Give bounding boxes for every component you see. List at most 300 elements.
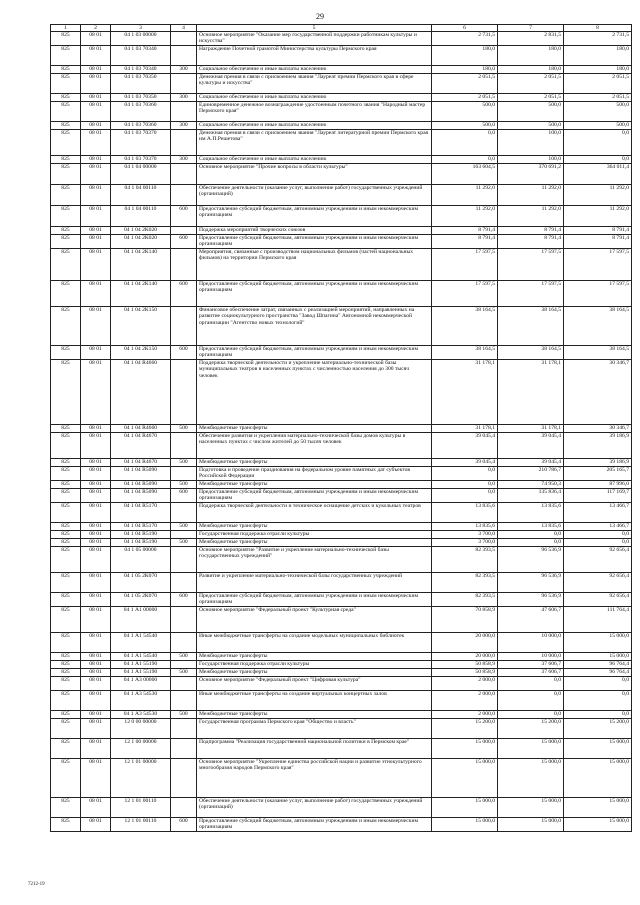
col-target-article: 04 1 04 2К150 <box>111 346 171 360</box>
col-amount-1: 82 393,5 <box>432 547 498 573</box>
col-expense-type: 600 <box>171 206 197 227</box>
col-expense-type <box>171 531 197 539</box>
col-section: 08 01 <box>81 531 111 539</box>
col-amount-3: 39 186,9 <box>564 459 632 467</box>
col-section: 08 01 <box>81 677 111 691</box>
header-cell: 1 <box>51 25 81 32</box>
col-amount-1: 500,0 <box>432 122 498 130</box>
col-amount-3: 205 165,7 <box>564 467 632 481</box>
col-expense-type <box>171 360 197 425</box>
col-description: Предоставление субсидий бюджетным, автономным учреждениям и иным некоммерческим организациям <box>197 489 432 503</box>
col-amount-3: 15 000,0 <box>564 818 632 832</box>
col-section: 08 01 <box>81 164 111 185</box>
col-department: 825 <box>51 185 81 206</box>
col-amount-1: 15 000,0 <box>432 739 498 759</box>
col-section: 08 01 <box>81 481 111 489</box>
col-amount-2: 8 791,4 <box>498 235 564 249</box>
col-expense-type <box>171 227 197 235</box>
col-expense-type <box>171 661 197 669</box>
col-amount-1: 3 700,0 <box>432 539 498 547</box>
col-amount-1: 31 178,1 <box>432 360 498 425</box>
col-amount-1: 0,0 <box>432 467 498 481</box>
col-description: Мероприятия, связанные с производством национальных фильмов (частей национальных фильмов) на территории Пермского края <box>197 249 432 281</box>
col-department: 825 <box>51 74 81 94</box>
col-department: 825 <box>51 425 81 433</box>
col-expense-type: 300 <box>171 122 197 130</box>
col-description: Обеспечение деятельности (оказание услуг, выполнение работ) государственных учреждений (организаций) <box>197 798 432 818</box>
col-amount-3: 500,0 <box>564 122 632 130</box>
col-amount-1: 0,0 <box>432 130 498 156</box>
table-row <box>51 489 632 503</box>
col-description: Финансовое обеспечение затрат, связанных с реализацией мероприятий, направленных на развитие социокультурного пространства "Завод Шпагина" Автономной некоммерческой организации "Агентство новых технологий" <box>197 307 432 346</box>
header-cell: 8 <box>564 25 632 32</box>
col-expense-type <box>171 130 197 156</box>
table-row <box>51 633 632 653</box>
table-row <box>51 669 632 677</box>
col-amount-1: 15 200,0 <box>432 719 498 739</box>
table-row <box>51 459 632 467</box>
col-description: Межбюджетные трансферты <box>197 459 432 467</box>
col-target-article: 04 1 А3 54530 <box>111 691 171 711</box>
col-amount-1: 31 178,1 <box>432 425 498 433</box>
col-amount-1: 39 045,4 <box>432 459 498 467</box>
col-expense-type <box>171 798 197 818</box>
col-amount-3: 180,0 <box>564 46 632 66</box>
col-amount-2: 39 045,4 <box>498 433 564 459</box>
col-amount-3: 0,0 <box>564 156 632 164</box>
col-amount-1: 180,0 <box>432 46 498 66</box>
col-amount-1: 180,0 <box>432 66 498 74</box>
col-description: Предоставление субсидий бюджетным, автономным учреждениям и иным некоммерческим организациям <box>197 281 432 307</box>
table-row <box>51 164 632 185</box>
col-amount-1: 82 393,5 <box>432 593 498 607</box>
col-target-article: 04 1 05 00000 <box>111 547 171 573</box>
col-target-article: 04 1 04 R5170 <box>111 503 171 523</box>
col-target-article: 12 1 01 00110 <box>111 818 171 832</box>
col-amount-1: 50 858,9 <box>432 669 498 677</box>
table-row <box>51 818 632 832</box>
col-expense-type: 500 <box>171 481 197 489</box>
col-target-article: 04 1 А1 55190 <box>111 669 171 677</box>
col-amount-1: 17 597,5 <box>432 281 498 307</box>
col-section: 08 01 <box>81 130 111 156</box>
col-section: 08 01 <box>81 235 111 249</box>
col-description: Денежная премия в связи с присвоением звания "Лауреат литературной премии Пермского края им А.П.Решетова" <box>197 130 432 156</box>
col-description: Основное мероприятие "Оказание мер государственной поддержки работникам культуры и искусства" <box>197 32 432 46</box>
col-amount-1: 15 000,0 <box>432 798 498 818</box>
page-number: 29 <box>316 12 324 21</box>
col-amount-3: 364 011,4 <box>564 164 632 185</box>
col-amount-1: 2 051,5 <box>432 74 498 94</box>
col-amount-3: 15 000,0 <box>564 653 632 661</box>
col-department: 825 <box>51 156 81 164</box>
col-department: 825 <box>51 307 81 346</box>
col-expense-type <box>171 433 197 459</box>
col-amount-3: 2 051,5 <box>564 74 632 94</box>
col-department: 825 <box>51 539 81 547</box>
col-amount-2: 15 000,0 <box>498 739 564 759</box>
table-row <box>51 32 632 46</box>
col-amount-2: 15 000,0 <box>498 818 564 832</box>
table-row <box>51 531 632 539</box>
col-target-article: 04 1 05 2К070 <box>111 573 171 593</box>
col-amount-2: 100,0 <box>498 130 564 156</box>
col-amount-1: 15 000,0 <box>432 818 498 832</box>
col-description: Основное мероприятие "Прочие вопросы в области культуры" <box>197 164 432 185</box>
budget-table <box>50 24 632 832</box>
col-description: Предоставление субсидий бюджетным, автономным учреждениям и иным некоммерческим организациям <box>197 235 432 249</box>
col-amount-2: 0,0 <box>498 691 564 711</box>
col-department: 825 <box>51 691 81 711</box>
col-description: Поддержка творческой деятельности и укрепление материально-технической базы муниципальных театров в населенных пунктах с численностью населения до 300 тысяч человек <box>197 360 432 425</box>
col-amount-3: 96 764,4 <box>564 669 632 677</box>
col-description: Межбюджетные трансферты <box>197 669 432 677</box>
header-cell: 7 <box>498 25 564 32</box>
col-amount-3: 15 000,0 <box>564 759 632 798</box>
table-row <box>51 346 632 360</box>
col-expense-type <box>171 759 197 798</box>
col-target-article: 04 1 04 2К140 <box>111 249 171 281</box>
col-amount-2: 39 045,4 <box>498 459 564 467</box>
col-amount-1: 38 164,5 <box>432 346 498 360</box>
col-section: 08 01 <box>81 711 111 719</box>
col-amount-3: 92 656,4 <box>564 573 632 593</box>
col-description: Основное мероприятие "Федеральный проект "Цифровая культура" <box>197 677 432 691</box>
col-amount-2: 15 200,0 <box>498 719 564 739</box>
col-description: Межбюджетные трансферты <box>197 653 432 661</box>
col-expense-type <box>171 102 197 122</box>
col-department: 825 <box>51 719 81 739</box>
col-amount-2: 500,0 <box>498 102 564 122</box>
col-target-article: 04 1 05 2К070 <box>111 593 171 607</box>
col-description: Развитие и укрепление материально-технической базы государственных учреждений <box>197 573 432 593</box>
col-amount-3: 15 000,0 <box>564 798 632 818</box>
col-amount-2: 180,0 <box>498 46 564 66</box>
col-department: 825 <box>51 633 81 653</box>
col-target-article: 04 1 04 R5190 <box>111 539 171 547</box>
col-amount-1: 39 045,4 <box>432 433 498 459</box>
col-amount-2: 38 164,5 <box>498 307 564 346</box>
col-description: Межбюджетные трансферты <box>197 425 432 433</box>
col-section: 08 01 <box>81 691 111 711</box>
col-amount-2: 0,0 <box>498 677 564 691</box>
col-description: Иные межбюджетные трансферты на создание виртуальных концертных залов <box>197 691 432 711</box>
col-description: Иные межбюджетные трансферты на создание модельных муниципальных библиотек <box>197 633 432 653</box>
table-row <box>51 156 632 164</box>
col-expense-type <box>171 74 197 94</box>
col-department: 825 <box>51 711 81 719</box>
col-amount-3: 38 164,5 <box>564 307 632 346</box>
col-section: 08 01 <box>81 739 111 759</box>
col-section: 08 01 <box>81 102 111 122</box>
col-section: 08 01 <box>81 360 111 425</box>
col-target-article: 04 1 04 00000 <box>111 164 171 185</box>
col-target-article: 04 1 03 70360 <box>111 102 171 122</box>
col-amount-1: 0,0 <box>432 481 498 489</box>
col-amount-3: 8 791,4 <box>564 235 632 249</box>
col-expense-type <box>171 573 197 593</box>
col-section: 08 01 <box>81 633 111 653</box>
col-amount-1: 17 597,5 <box>432 249 498 281</box>
col-department: 825 <box>51 798 81 818</box>
col-department: 825 <box>51 503 81 523</box>
table-row <box>51 185 632 206</box>
header-cell: 6 <box>432 25 498 32</box>
col-amount-3: 0,0 <box>564 677 632 691</box>
col-amount-3: 500,0 <box>564 102 632 122</box>
col-target-article: 04 1 03 70370 <box>111 130 171 156</box>
col-target-article: 04 1 А1 00000 <box>111 607 171 633</box>
col-amount-3: 87 996,0 <box>564 481 632 489</box>
col-amount-1: 0,0 <box>432 156 498 164</box>
table-row <box>51 539 632 547</box>
col-amount-2: 2 051,5 <box>498 74 564 94</box>
table-row <box>51 503 632 523</box>
col-target-article: 04 1 03 70370 <box>111 156 171 164</box>
col-section: 08 01 <box>81 818 111 832</box>
col-section: 08 01 <box>81 94 111 102</box>
col-expense-type <box>171 739 197 759</box>
table-row <box>51 74 632 94</box>
col-description: Основное мероприятие "Федеральный проект "Культурная среда" <box>197 607 432 633</box>
col-target-article: 04 1 04 2К020 <box>111 227 171 235</box>
col-amount-1: 2 000,0 <box>432 711 498 719</box>
col-department: 825 <box>51 739 81 759</box>
col-department: 825 <box>51 547 81 573</box>
col-section: 08 01 <box>81 503 111 523</box>
col-amount-1: 82 393,5 <box>432 573 498 593</box>
table-row <box>51 281 632 307</box>
table-row <box>51 481 632 489</box>
col-department: 825 <box>51 164 81 185</box>
table-row <box>51 653 632 661</box>
col-amount-1: 2 000,0 <box>432 677 498 691</box>
table-row <box>51 130 632 156</box>
table-row <box>51 235 632 249</box>
col-amount-2: 31 178,1 <box>498 425 564 433</box>
table-row <box>51 798 632 818</box>
col-section: 08 01 <box>81 547 111 573</box>
col-amount-3: 15 000,0 <box>564 739 632 759</box>
col-amount-1: 3 700,0 <box>432 531 498 539</box>
col-description: Обеспечение деятельности (оказание услуг, выполнение работ) государственных учреждений (организаций) <box>197 185 432 206</box>
col-amount-1: 2 051,5 <box>432 94 498 102</box>
col-department: 825 <box>51 122 81 130</box>
col-section: 08 01 <box>81 185 111 206</box>
col-amount-1: 163 604,5 <box>432 164 498 185</box>
col-amount-2: 96 536,9 <box>498 547 564 573</box>
col-department: 825 <box>51 489 81 503</box>
col-amount-2: 500,0 <box>498 122 564 130</box>
col-amount-2: 100,0 <box>498 156 564 164</box>
table-row <box>51 102 632 122</box>
col-amount-1: 13 835,6 <box>432 523 498 531</box>
col-amount-2: 38 164,5 <box>498 346 564 360</box>
col-section: 08 01 <box>81 653 111 661</box>
col-section: 08 01 <box>81 661 111 669</box>
col-expense-type <box>171 46 197 66</box>
col-amount-2: 210 786,7 <box>498 467 564 481</box>
col-amount-2: 2 831,5 <box>498 32 564 46</box>
col-department: 825 <box>51 669 81 677</box>
col-amount-3: 30 346,7 <box>564 425 632 433</box>
col-expense-type: 500 <box>171 711 197 719</box>
col-expense-type <box>171 307 197 346</box>
col-department: 825 <box>51 459 81 467</box>
col-description: Единовременное денежное вознаграждение удостоенным почетного звания "Народный мастер Пермского края" <box>197 102 432 122</box>
col-amount-2: 11 292,0 <box>498 185 564 206</box>
col-amount-3: 39 186,9 <box>564 433 632 459</box>
col-expense-type <box>171 547 197 573</box>
col-amount-1: 13 835,6 <box>432 503 498 523</box>
header-cell: 4 <box>171 25 197 32</box>
table-row <box>51 547 632 573</box>
col-expense-type: 500 <box>171 539 197 547</box>
col-amount-2: 0,0 <box>498 711 564 719</box>
col-section: 08 01 <box>81 669 111 677</box>
col-expense-type <box>171 719 197 739</box>
col-section: 08 01 <box>81 425 111 433</box>
col-expense-type <box>171 249 197 281</box>
col-section: 08 01 <box>81 798 111 818</box>
col-department: 825 <box>51 206 81 227</box>
col-target-article: 04 1 03 70340 <box>111 46 171 66</box>
col-description: Межбюджетные трансферты <box>197 539 432 547</box>
col-department: 825 <box>51 467 81 481</box>
col-description: Награждение Почетной грамотой Министерства культуры Пермского края <box>197 46 432 66</box>
col-target-article: 12 1 00 00000 <box>111 739 171 759</box>
col-amount-3: 0,0 <box>564 531 632 539</box>
col-expense-type: 600 <box>171 346 197 360</box>
col-expense-type: 500 <box>171 669 197 677</box>
col-expense-type: 600 <box>171 281 197 307</box>
col-expense-type <box>171 467 197 481</box>
col-expense-type: 600 <box>171 235 197 249</box>
col-amount-3: 17 597,5 <box>564 281 632 307</box>
col-amount-2: 37 606,7 <box>498 669 564 677</box>
col-target-article: 04 1 04 R4670 <box>111 433 171 459</box>
col-description: Межбюджетные трансферты <box>197 711 432 719</box>
col-section: 08 01 <box>81 66 111 74</box>
col-amount-3: 0,0 <box>564 691 632 711</box>
col-amount-3: 11 292,0 <box>564 185 632 206</box>
col-section: 08 01 <box>81 573 111 593</box>
col-expense-type: 600 <box>171 818 197 832</box>
col-amount-1: 8 791,4 <box>432 235 498 249</box>
col-expense-type <box>171 633 197 653</box>
table-row <box>51 433 632 459</box>
table-row <box>51 739 632 759</box>
col-section: 08 01 <box>81 607 111 633</box>
col-amount-2: 37 606,7 <box>498 661 564 669</box>
col-expense-type: 500 <box>171 425 197 433</box>
col-section: 08 01 <box>81 719 111 739</box>
col-target-article: 04 1 04 2К140 <box>111 281 171 307</box>
col-amount-1: 15 000,0 <box>432 759 498 798</box>
col-description: Денежная премия в связи с присвоением звания "Лауреат премии Пермского края в сфере культуры и искусства" <box>197 74 432 94</box>
col-description: Подготовка и проведение празднования на федеральном уровне памятных дат субъектов Российской Федерации <box>197 467 432 481</box>
col-amount-2: 15 000,0 <box>498 759 564 798</box>
col-section: 08 01 <box>81 281 111 307</box>
col-description: Государственная программа Пермского края "Общество и власть" <box>197 719 432 739</box>
col-amount-3: 0,0 <box>564 130 632 156</box>
col-section: 08 01 <box>81 46 111 66</box>
table-row <box>51 691 632 711</box>
col-section: 08 01 <box>81 759 111 798</box>
col-target-article: 04 1 04 00110 <box>111 185 171 206</box>
col-target-article: 12 0 00 00000 <box>111 719 171 739</box>
col-section: 08 01 <box>81 346 111 360</box>
col-amount-2: 10 000,0 <box>498 633 564 653</box>
col-department: 825 <box>51 32 81 46</box>
col-target-article: 12 1 01 00110 <box>111 798 171 818</box>
col-amount-3: 111 764,4 <box>564 607 632 633</box>
col-description: Межбюджетные трансферты <box>197 523 432 531</box>
table-row <box>51 46 632 66</box>
col-description: Обеспечение развития и укрепления материально-технической базы домов культуры в населенных пунктах с числом жителей до 50 тысяч человек <box>197 433 432 459</box>
col-amount-2: 135 836,4 <box>498 489 564 503</box>
col-target-article: 04 1 04 R4660 <box>111 425 171 433</box>
col-description: Государственная поддержка отрасли культуры <box>197 531 432 539</box>
table-row <box>51 425 632 433</box>
col-expense-type <box>171 164 197 185</box>
col-amount-1: 50 858,9 <box>432 661 498 669</box>
col-target-article: 04 1 03 70360 <box>111 122 171 130</box>
col-department: 825 <box>51 607 81 633</box>
col-amount-2: 370 691,2 <box>498 164 564 185</box>
col-description: Социальное обеспечение и иные выплаты населению <box>197 94 432 102</box>
col-target-article: 04 1 04 R5090 <box>111 489 171 503</box>
col-amount-3: 13 466,7 <box>564 503 632 523</box>
col-target-article: 04 1 А1 55190 <box>111 661 171 669</box>
col-target-article: 04 1 04 R5090 <box>111 481 171 489</box>
table-row <box>51 677 632 691</box>
col-amount-1: 500,0 <box>432 102 498 122</box>
col-expense-type <box>171 32 197 46</box>
col-amount-2: 17 597,5 <box>498 249 564 281</box>
col-amount-2: 17 597,5 <box>498 281 564 307</box>
table-row <box>51 227 632 235</box>
col-amount-1: 0,0 <box>432 489 498 503</box>
col-department: 825 <box>51 818 81 832</box>
col-amount-1: 2 000,0 <box>432 691 498 711</box>
table-row <box>51 711 632 719</box>
table-row <box>51 66 632 74</box>
col-amount-1: 70 858,9 <box>432 607 498 633</box>
col-amount-1: 20 000,0 <box>432 633 498 653</box>
col-amount-2: 47 606,7 <box>498 607 564 633</box>
col-amount-3: 96 764,4 <box>564 661 632 669</box>
col-target-article: 04 1 А1 54540 <box>111 633 171 653</box>
table-row <box>51 249 632 281</box>
col-department: 825 <box>51 481 81 489</box>
col-department: 825 <box>51 523 81 531</box>
col-section: 08 01 <box>81 307 111 346</box>
table-row <box>51 467 632 481</box>
col-amount-3: 0,0 <box>564 539 632 547</box>
table-row <box>51 607 632 633</box>
col-department: 825 <box>51 661 81 669</box>
col-target-article: 04 1 04 R4670 <box>111 459 171 467</box>
col-target-article: 04 1 04 2К150 <box>111 307 171 346</box>
col-department: 825 <box>51 94 81 102</box>
col-department: 825 <box>51 759 81 798</box>
table-row <box>51 593 632 607</box>
col-section: 08 01 <box>81 32 111 46</box>
col-description: Основное мероприятие "Развитие и укрепление материально-технической базы государственных учреждений" <box>197 547 432 573</box>
col-target-article: 04 1 04 R5090 <box>111 467 171 481</box>
col-description: Предоставление субсидий бюджетным, автономным учреждениям и иным некоммерческим организациям <box>197 593 432 607</box>
